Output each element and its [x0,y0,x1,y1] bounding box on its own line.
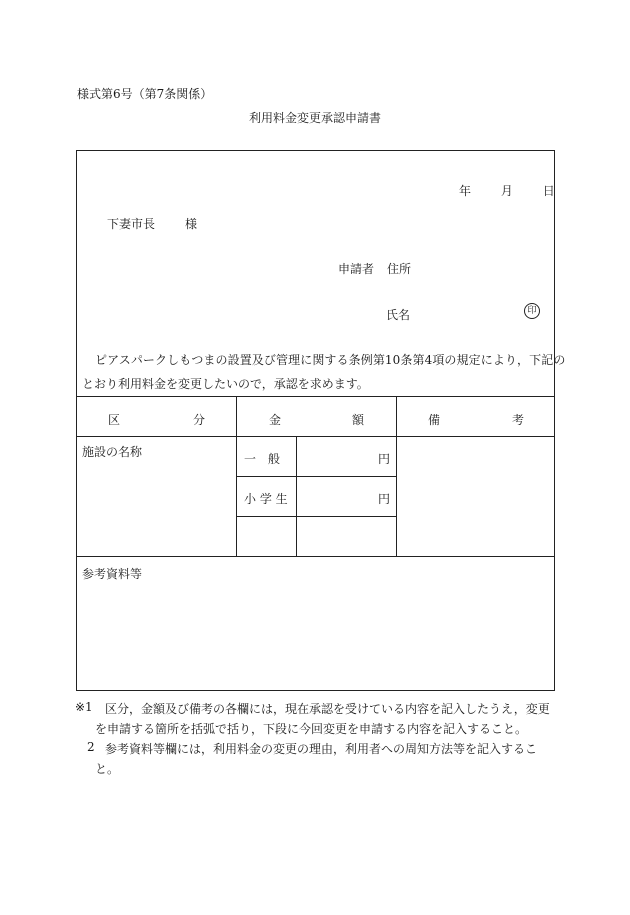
addressee-name: 下妻市長 [107,217,156,231]
applicant-label: 申請者 [338,262,375,276]
body-text-line-2: とおり利用料金を変更したいので，承認を求めます。 [82,377,369,391]
date-line [459,182,555,199]
addressee-honorific: 様 [185,217,198,231]
note-2-line-1: 参考資料等欄には，利用料金の変更の理由，利用者への周知方法等を記入するこ [105,742,538,756]
rule-above-header [76,396,555,397]
facility-name-label: 施設の名称 [82,445,143,459]
col-divider-sub [296,436,297,556]
header-remarks-1: 備 [428,413,441,427]
rule-above-reference [76,556,555,557]
document-title: 利用料金変更承認申請書 [248,111,381,125]
col-divider-1 [236,396,237,556]
address-label: 住所 [387,262,412,276]
fee-unit-general: 円 [378,452,391,466]
header-remarks-2: 考 [512,413,525,427]
form-number: 様式第6号（第7条関係） [77,87,213,101]
date-year: 年 [459,184,472,198]
header-category-1: 区 [108,413,121,427]
seal-icon: 印 [524,303,540,319]
note-1-line-2: を申請する箇所を括弧で括り，下段に今回変更を申請する内容を記入すること。 [95,722,528,736]
fee-type-general: 一 般 [244,452,281,466]
rule-row-1 [236,476,396,477]
header-category-2: 分 [193,413,206,427]
fee-unit-elementary: 円 [378,492,391,506]
col-divider-2 [396,396,397,556]
header-amount-1: 金 [269,413,282,427]
applicant-line [338,260,411,277]
date-month: 月 [500,184,513,198]
reference-materials-label: 参考資料等 [82,567,143,581]
note-1-marker: ※1 [75,700,93,714]
rule-below-header [76,436,555,437]
date-day: 日 [542,184,555,198]
note-2-line-2: と。 [95,762,120,776]
addressee [107,215,197,232]
note-1-line-1: 区分，金額及び備考の各欄には，現在承認を受けている内容を記入したうえ，変更 [105,702,550,716]
fee-type-elementary: 小 学 生 [244,492,288,506]
rule-row-2 [236,516,396,517]
body-text-line-1: ピアスパークしもつまの設置及び管理に関する条例第10条第4項の規定により，下記の [95,353,566,367]
note-2-marker: 2 [87,740,95,754]
header-amount-2: 額 [352,413,365,427]
name-label: 氏名 [386,308,411,322]
